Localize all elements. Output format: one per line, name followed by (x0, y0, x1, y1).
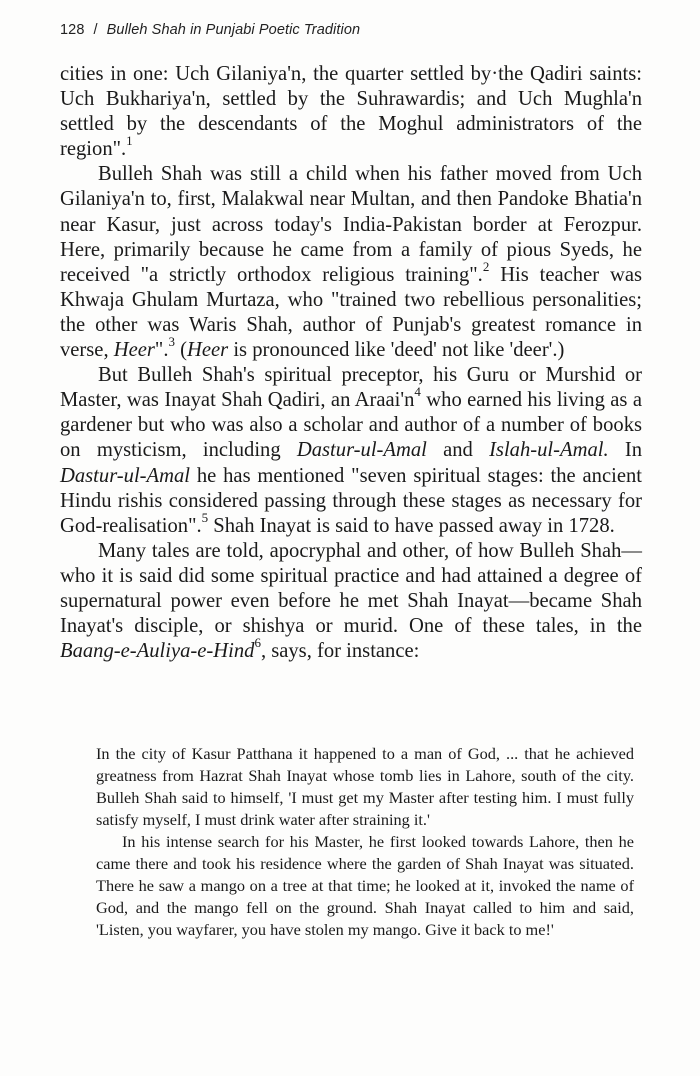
footnote-marker: 2 (482, 258, 490, 274)
paragraph (60, 62, 642, 162)
running-head (60, 22, 360, 38)
footnote-marker: 5 (201, 509, 209, 525)
paragraph (60, 363, 642, 539)
paragraph-text: is pronounced like 'deed' not like 'deer'.) (228, 339, 565, 362)
paragraph-text: who earned his living as a gardener but who was also a scholar and author of a number of books on mysticism, including (60, 389, 642, 462)
paragraph-text: But Bulleh Shah's spiritual preceptor, his Guru or Murshid or Master, was Inayat Shah Qadiri, an Araai'n (60, 364, 642, 412)
paragraph-text: , says, for instance: (260, 640, 420, 663)
page-number: 128 (60, 22, 85, 38)
paragraph-text: ( (174, 339, 187, 362)
title-italic: Heer (187, 339, 229, 362)
quote-paragraph: In his intense search for his Master, he first looked towards Lahore, then he came there and took his residence where the garden of Shah Inayat was situated. There he saw a mango on a tree at that time; he looked at it, invoked the name of God, and the mango fell on the ground. Shah Inayat called to him and said, 'Listen, you wayfarer, you have stolen my mango. Give it back to me!' (96, 832, 634, 939)
paragraph-text: Bulleh Shah was still a child when his father moved from Uch Gilaniya'n to, first, Malakwal near Multan, and then Pandoke Bhatia'n near Kasur, just across today's India-Pakistan border at Ferozpur. Here, primarily because he came from a family of pious Syeds, he received "a strictly orthodox religious training". (60, 163, 642, 286)
paragraph (60, 539, 642, 664)
paragraph (60, 162, 642, 363)
book-title-italic: Baang-e-Auliya-e-Hind (60, 640, 255, 663)
title-italic: Heer (113, 339, 155, 362)
footnote-marker: 6 (254, 635, 261, 651)
quote-paragraph: In the city of Kasur Patthana it happened to a man of God, ... that he achieved greatness from Hazrat Shah Inayat whose tomb lies in Lahore, south of the city. Bulleh Shah said to himself, 'I must get my Master after testing him. I must fully satisfy myself, I must drink water after straining it.' (96, 744, 634, 829)
paragraph-text: and (426, 439, 490, 462)
book-title-italic: Dastur-ul-Amal (296, 439, 427, 462)
block-quote (96, 743, 634, 941)
book-title: Bulleh Shah in Punjabi Poetic Tradition (106, 22, 361, 38)
footnote-marker: 1 (126, 133, 133, 149)
paragraph-text: His teacher was Khwaja Ghulam Murtaza, who "trained two rebellious personalities; the other was Waris Shah, author of Punjab's greatest romance in verse, (60, 263, 642, 362)
footnote-marker: 3 (168, 334, 175, 350)
paragraph-text: Many tales are told, apocryphal and other, of how Bulleh Shah—who it is said did some spiritual practice and had attained a degree of supernatural power even before he met Shah Inayat—became Shah Inayat's disciple, or shishya or murid. One of these tales, in the (60, 539, 642, 638)
paragraph-text: ". (154, 339, 169, 362)
paragraph-text: Shah Inayat is said to have passed away in 1728. (208, 514, 615, 537)
book-title-italic: Islah-ul-Amal. (489, 439, 609, 462)
paragraph-text: he has mentioned "seven spiritual stages: the ancient Hindu rishis considered passing through these stages as necessary for God-realisation". (60, 464, 642, 537)
paragraph-text: cities in one: Uch Gilaniya'n, the quarter settled by·the Qadiri saints: Uch Bukhariya'n, settled by the Suhrawardis; and Uch Mughla'n settled by the descendants of the Moghul administrators of the region". (60, 63, 642, 161)
header-separator: / (93, 22, 98, 38)
body-text (60, 62, 642, 664)
paragraph-text: In (608, 439, 643, 462)
book-title-italic: Dastur-ul-Amal (60, 464, 191, 487)
footnote-marker: 4 (414, 384, 421, 400)
